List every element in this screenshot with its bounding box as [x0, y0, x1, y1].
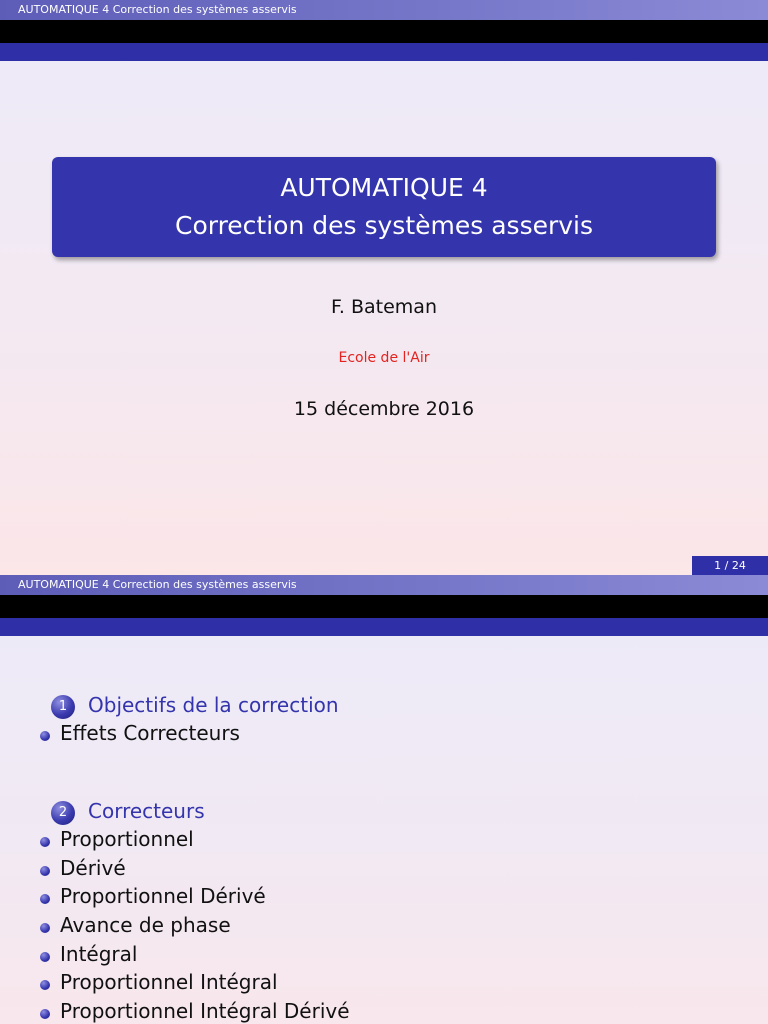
section-number-badge: 2 [51, 801, 75, 825]
institute-name: Ecole de l'Air [338, 350, 430, 366]
header-dark-bar [0, 595, 768, 618]
page-number-badge: 1 / 24 [692, 556, 768, 575]
section-number-badge: 1 [51, 695, 75, 719]
list-item-label: Proportionnel Intégral [60, 970, 278, 995]
slide-headline [0, 575, 768, 595]
list-item-label: Intégral [60, 941, 138, 966]
headline-text: AUTOMATIQUE 4 Correction des systèmes asservis [18, 3, 297, 16]
section-title[interactable]: Objectifs de la correction [88, 693, 339, 717]
bullet-icon [40, 866, 50, 876]
list-item-label: Proportionnel Dérivé [60, 884, 266, 909]
outline-slide [0, 575, 768, 1024]
bullet-icon [40, 894, 50, 904]
section-title[interactable]: Correcteurs [88, 799, 205, 823]
title-box [52, 157, 716, 257]
header-blue-bar [0, 618, 768, 636]
presentation-subtitle: Correction des systèmes asservis [174, 211, 594, 240]
bullet-icon [40, 952, 50, 962]
headline-text: AUTOMATIQUE 4 Correction des systèmes asservis [18, 578, 297, 591]
list-item-label: Proportionnel [60, 827, 194, 851]
presentation-title: AUTOMATIQUE 4 [280, 173, 488, 202]
bullet-icon [40, 1009, 50, 1019]
header-dark-bar [0, 20, 768, 43]
bullet-icon [40, 923, 50, 933]
list-item-label: Avance de phase [60, 913, 231, 938]
header-blue-bar [0, 43, 768, 61]
bullet-icon [40, 980, 50, 990]
list-item-label: Proportionnel Intégral Dérivé [60, 999, 350, 1024]
presentation-date: 15 décembre 2016 [293, 398, 475, 420]
list-item-label: Dérivé [60, 855, 126, 880]
slide-headline [0, 0, 768, 20]
list-item-label: Effets Correcteurs [60, 721, 240, 745]
author-name: F. Bateman [331, 296, 437, 318]
bullet-icon [40, 837, 50, 847]
bullet-icon [40, 731, 50, 741]
